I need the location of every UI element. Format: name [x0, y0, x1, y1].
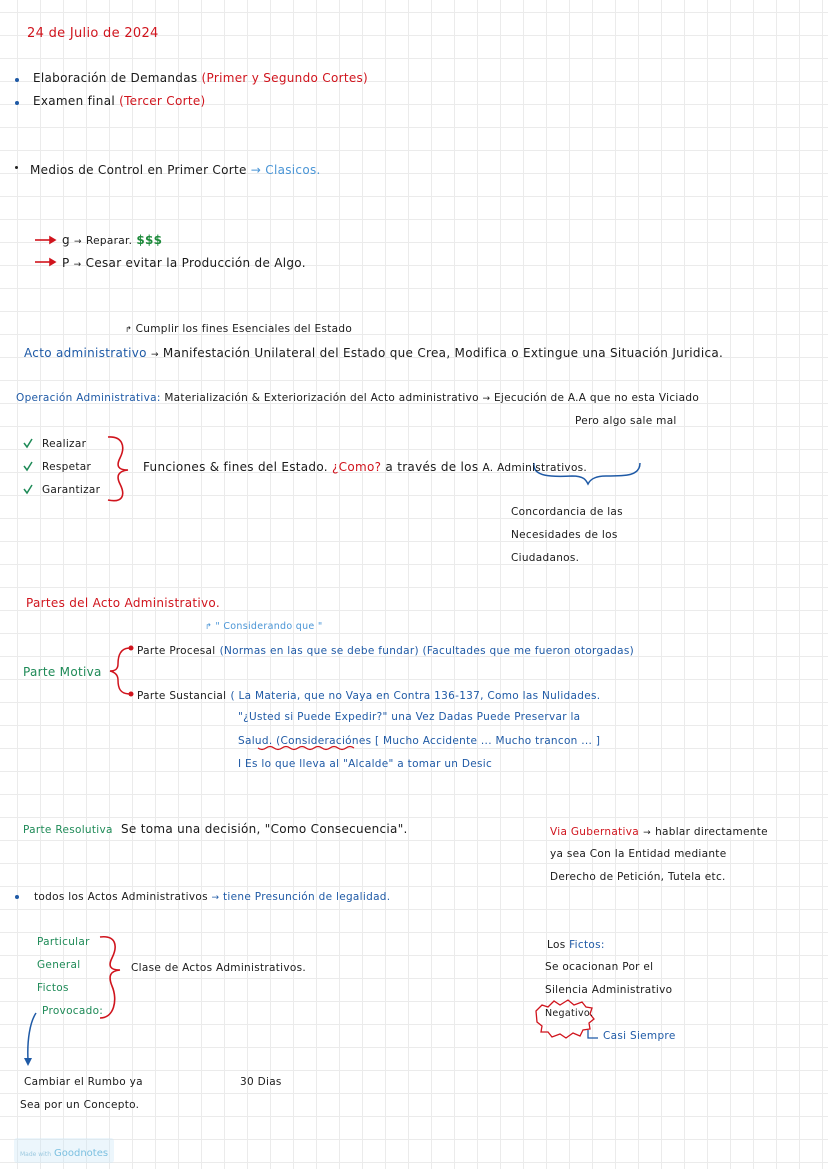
operacion-result-line2: Pero algo sale mal: [575, 415, 677, 427]
goodnotes-watermark: Made with Goodnotes: [14, 1138, 114, 1163]
check-item-garantizar: Garantizar: [42, 484, 101, 496]
left-brace-icon: [110, 648, 130, 694]
dias-label: 30 Dias: [240, 1076, 282, 1088]
bullet-dot: [15, 78, 19, 82]
date-heading: 24 de Julio de 2024: [27, 26, 159, 41]
check-item-realizar: Realizar: [42, 438, 87, 450]
provocado-note-2: Sea por un Concepto.: [20, 1099, 140, 1111]
brace-note-line-3: Ciudadanos.: [511, 552, 580, 564]
bullet-dot: [15, 166, 18, 169]
right-brace-icon: [108, 437, 128, 501]
via-gubernativa-line-3: Derecho de Petición, Tutela etc.: [550, 871, 726, 883]
sustancial-line-2: "¿Usted si Puede Expedir?" una Vez Dadas Puede Preservar la: [238, 711, 581, 723]
via-gubernativa-line-2: ya sea Con la Entidad mediante: [550, 848, 727, 860]
fictos-highlight-negativo: Negativo.: [545, 1008, 594, 1019]
clases-bracket-text: Clase de Actos Administrativos.: [131, 962, 307, 974]
medios-control-line: Medios de Control en Primer Corte → Clasicos.: [30, 163, 321, 177]
provocado-note-1: Cambiar el Rumbo ya: [24, 1076, 143, 1088]
checks-bracket-text: Funciones & fines del Estado. ¿Como? a través de los A. Administrativos.: [143, 460, 588, 474]
intro-bullet-2: Examen final (Tercer Corte): [33, 94, 206, 108]
todos-actos-line: todos los Actos Administrativos → tiene Presunción de legalidad.: [34, 891, 391, 903]
parte-sustancial-line: Parte Sustancial ( La Materia, que no Vaya en Contra 136-137, Como las Nulidades.: [137, 690, 601, 702]
acto-administrativo-definition: Acto administrativo → Manifestación Unilateral del Estado que Crea, Modifica o Extingue una Situación Juridica.: [24, 346, 724, 360]
check-icon: [24, 439, 32, 493]
operacion-administrativa-definition: Operación Administrativa: Materialización & Exteriorización del Acto administrativo → Ejecución de A.A que no esta Viciado: [16, 392, 700, 404]
fictos-footnote: Casi Siempre: [603, 1030, 676, 1042]
arrow-right-icon: [35, 237, 55, 265]
fictos-note-line-2: Silencia Administrativo: [545, 984, 673, 996]
considerando-note: ↱ " Considerando que ": [205, 621, 323, 632]
clase-particular: Particular: [37, 936, 90, 948]
clase-fictos: Fictos: [37, 982, 69, 994]
bullet-dot: [15, 895, 19, 899]
arrow-item-2: P → Cesar evitar la Producción de Algo.: [62, 256, 306, 270]
bullet-dot: [15, 101, 19, 105]
partes-title: Partes del Acto Administrativo.: [26, 596, 220, 610]
parte-procesal-line: Parte Procesal (Normas en las que se debe fundar) (Facultades que me fueron otorgadas): [137, 645, 635, 657]
parte-motiva-label: Parte Motiva: [23, 665, 102, 679]
sustancial-line-3: Salud. (Consideraciónes [ Mucho Accidente ... Mucho trancon ... ]: [238, 735, 601, 747]
intro-bullet-1: Elaboración de Demandas (Primer y Segundo Cortes): [33, 71, 369, 85]
clase-general: General: [37, 959, 81, 971]
arrow-item-1: g → Reparar. $$$: [62, 233, 163, 247]
parte-resolutiva-line: Parte Resolutiva Se toma una decisión, "Como Consecuencia".: [23, 822, 408, 836]
check-item-respetar: Respetar: [42, 461, 92, 473]
arrow-down-icon: [28, 1013, 36, 1060]
acto-above-note: ↱ Cumplir los fines Esenciales del Estado: [125, 323, 353, 335]
brace-note-line-1: Concordancia de las: [511, 506, 623, 518]
clase-provocado: Provocado:: [42, 1005, 104, 1017]
fictos-note-title: Los Fictos:: [547, 939, 605, 951]
sustancial-line-4: I Es lo que lleva al "Alcalde" a tomar un Desic: [238, 758, 493, 770]
brace-note-line-2: Necesidades de los: [511, 529, 618, 541]
fictos-note-line-1: Se ocacionan Por el: [545, 961, 654, 973]
via-gubernativa-line-1: Via Gubernativa → hablar directamente: [550, 826, 768, 838]
